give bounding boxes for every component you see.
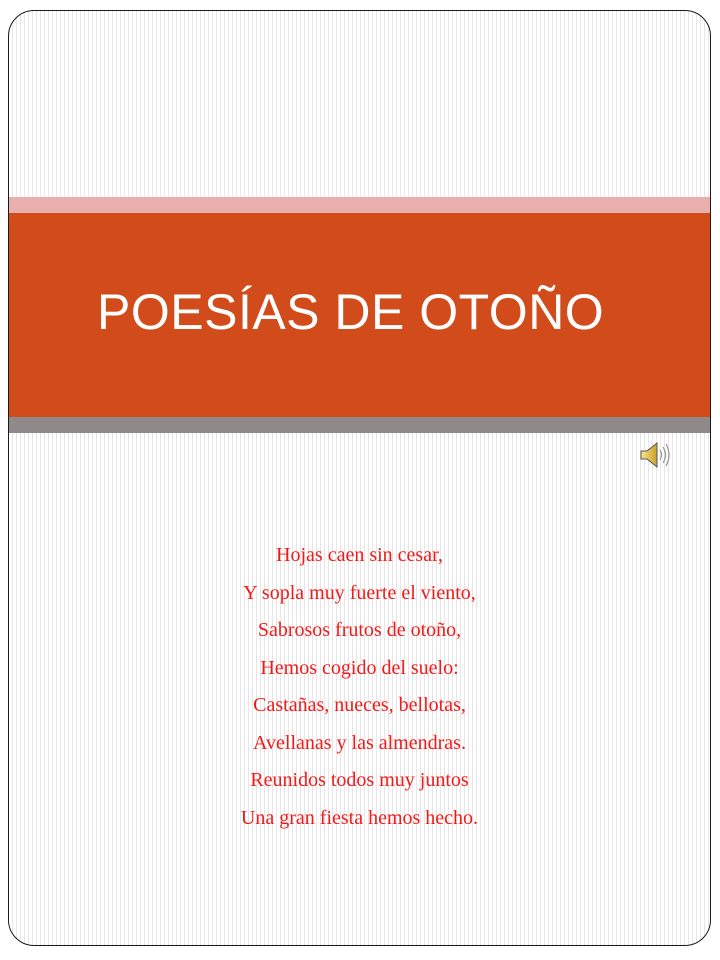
poem-line: Hojas caen sin cesar,	[276, 544, 443, 566]
poem-line: Avellanas y las almendras.	[253, 731, 466, 754]
slide-title: POESÍAS DE OTOÑO	[97, 284, 605, 340]
poem-line: Hemos cogido del suelo:	[260, 656, 459, 679]
poem	[9, 537, 710, 837]
speaker-sound-icon[interactable]	[637, 439, 673, 471]
poem-line: Sabrosos frutos de otoño,	[257, 619, 462, 641]
title-top-stripe	[9, 197, 710, 213]
slide	[8, 10, 711, 946]
poem-line: Una gran fiesta hemos hecho.	[240, 806, 479, 829]
poem-line: Castañas, nueces, bellotas,	[253, 694, 466, 716]
poem-line: Y sopla muy fuerte el viento,	[243, 581, 476, 604]
title-bottom-stripe	[9, 417, 710, 433]
poem-line: Reunidos todos muy juntos	[250, 769, 469, 791]
